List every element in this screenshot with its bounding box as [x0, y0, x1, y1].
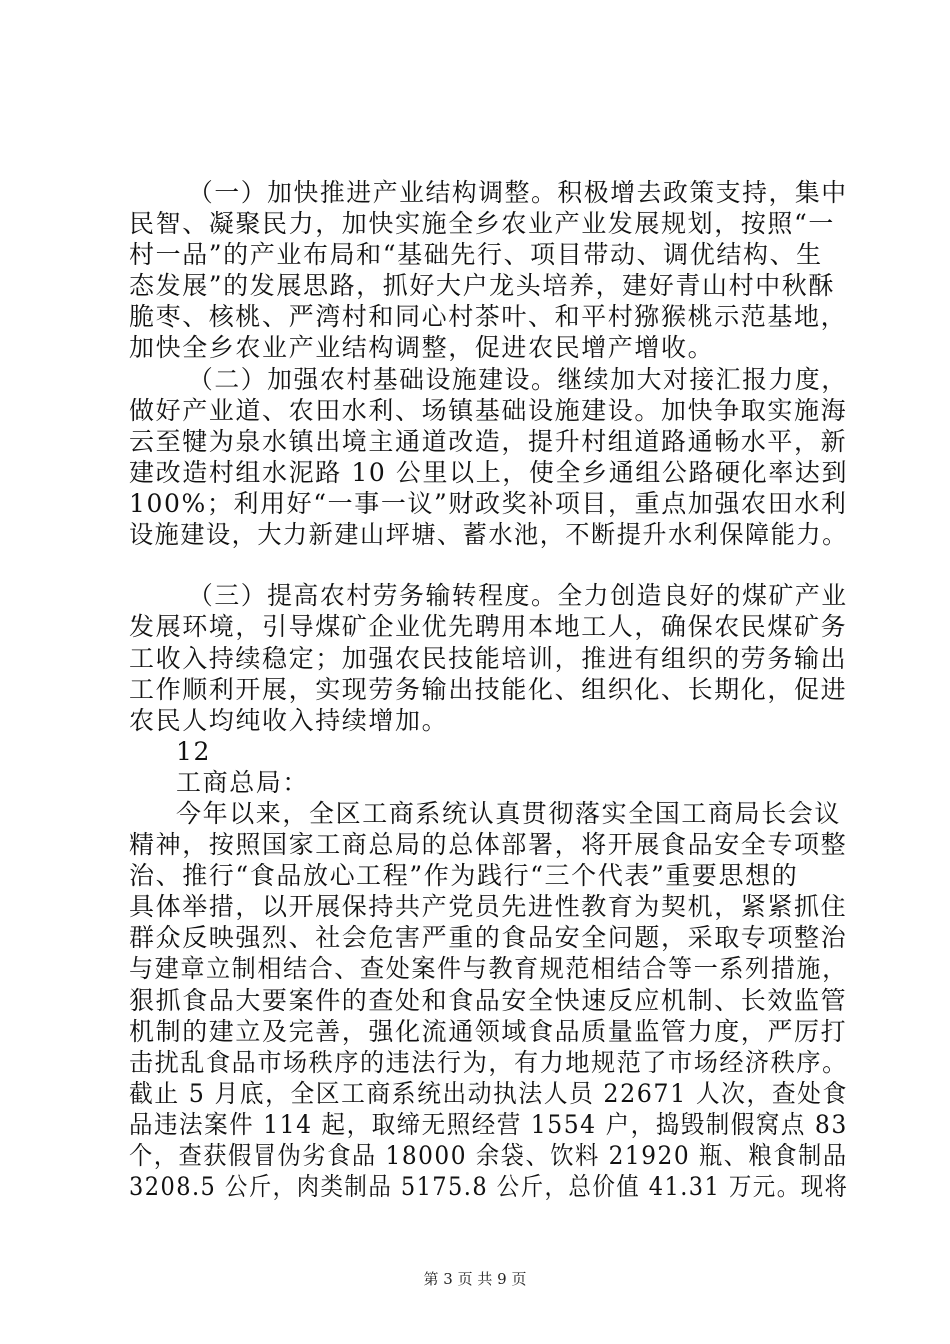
text-line: 脆枣、核桃、严湾村和同心村茶叶、和平村猕猴桃示范基地，	[129, 302, 848, 332]
text-line: 具体举措，以开展保持共产党员先进性教育为契机，紧紧抓住	[129, 892, 848, 922]
text-line: 12	[176, 736, 212, 766]
text-line: 个，查获假冒伪劣食品 18000 余袋、饮料 21920 瓶、粮食制品	[129, 1140, 848, 1170]
text-line: 击扰乱食品市场秩序的违法行为，有力地规范了市场经济秩序。	[129, 1047, 848, 1077]
text-line: 截止 5 月底，全区工商系统出动执法人员 22671 人次，查处食	[129, 1078, 848, 1108]
text-line: 工收入持续稳定；加强农民技能培训，推进有组织的劳务输出	[129, 643, 848, 673]
text-line: （一）加快推进产业结构调整。积极增去政策支持，集中	[188, 178, 848, 207]
text-line: 云至犍为泉水镇出境主通道改造，提升村组道路通畅水平，新	[129, 426, 848, 456]
text-line: 100%；利用好“一事一议”财政奖补项目，重点加强农田水利	[129, 488, 848, 518]
text-line: 治、推行“食品放心工程”作为践行“三个代表”重要思想的	[129, 861, 799, 891]
text-line: 态发展”的发展思路，抓好大户龙头培养，建好青山村中秋酥	[129, 271, 835, 301]
text-line: 狠抓食品大要案件的查处和食品安全快速反应机制、长效监管	[129, 985, 848, 1015]
text-line: 工商总局：	[176, 767, 310, 797]
text-line: 民智、凝聚民力，加快实施全乡农业产业发展规划，按照“一	[129, 209, 835, 239]
text-line: 农民人均纯收入持续增加。	[129, 705, 449, 735]
text-line: 群众反映强烈、社会危害严重的食品安全问题，采取专项整治	[129, 923, 848, 953]
text-line: 村一品”的产业布局和“基础先行、项目带动、调优结构、生	[129, 240, 823, 270]
text-line: 发展环境，引导煤矿企业优先聘用本地工人，确保农民煤矿务	[129, 612, 848, 642]
text-line: 加快全乡农业产业结构调整，促进农民增产增收。	[129, 333, 715, 363]
text-line: （三）提高农村劳务输转程度。全力创造良好的煤矿产业	[188, 581, 848, 611]
page-number-footer: 第 3 页 共 9 页	[423, 1270, 527, 1288]
text-line: 做好产业道、农田水利、场镇基础设施建设。加快争取实施海	[129, 395, 848, 425]
text-line: 与建章立制相结合、查处案件与教育规范相结合等一系列措施，	[129, 954, 848, 984]
text-line: 3208.5 公斤，肉类制品 5175.8 公斤，总价值 41.31 万元。现将	[129, 1172, 849, 1201]
text-line: 建改造村组水泥路 10 公里以上，使全乡通组公路硬化率达到	[129, 457, 849, 487]
text-line: 今年以来，全区工商系统认真贯彻落实全国工商局长会议	[176, 798, 842, 828]
text-line: 品违法案件 114 起，取缔无照经营 1554 户，捣毁制假窝点 83	[129, 1109, 848, 1139]
text-line: 工作顺利开展，实现劳务输出技能化、组织化、长期化，促进	[129, 674, 848, 704]
text-line: 机制的建立及完善，强化流通领域食品质量监管力度，严厉打	[129, 1016, 848, 1046]
text-line: 精神，按照国家工商总局的总体部署，将开展食品安全专项整	[129, 830, 848, 859]
text-line: （二）加强农村基础设施建设。继续加大对接汇报力度，	[188, 364, 848, 394]
text-line: 设施建设，大力新建山坪塘、蓄水池，不断提升水利保障能力。	[129, 520, 848, 549]
